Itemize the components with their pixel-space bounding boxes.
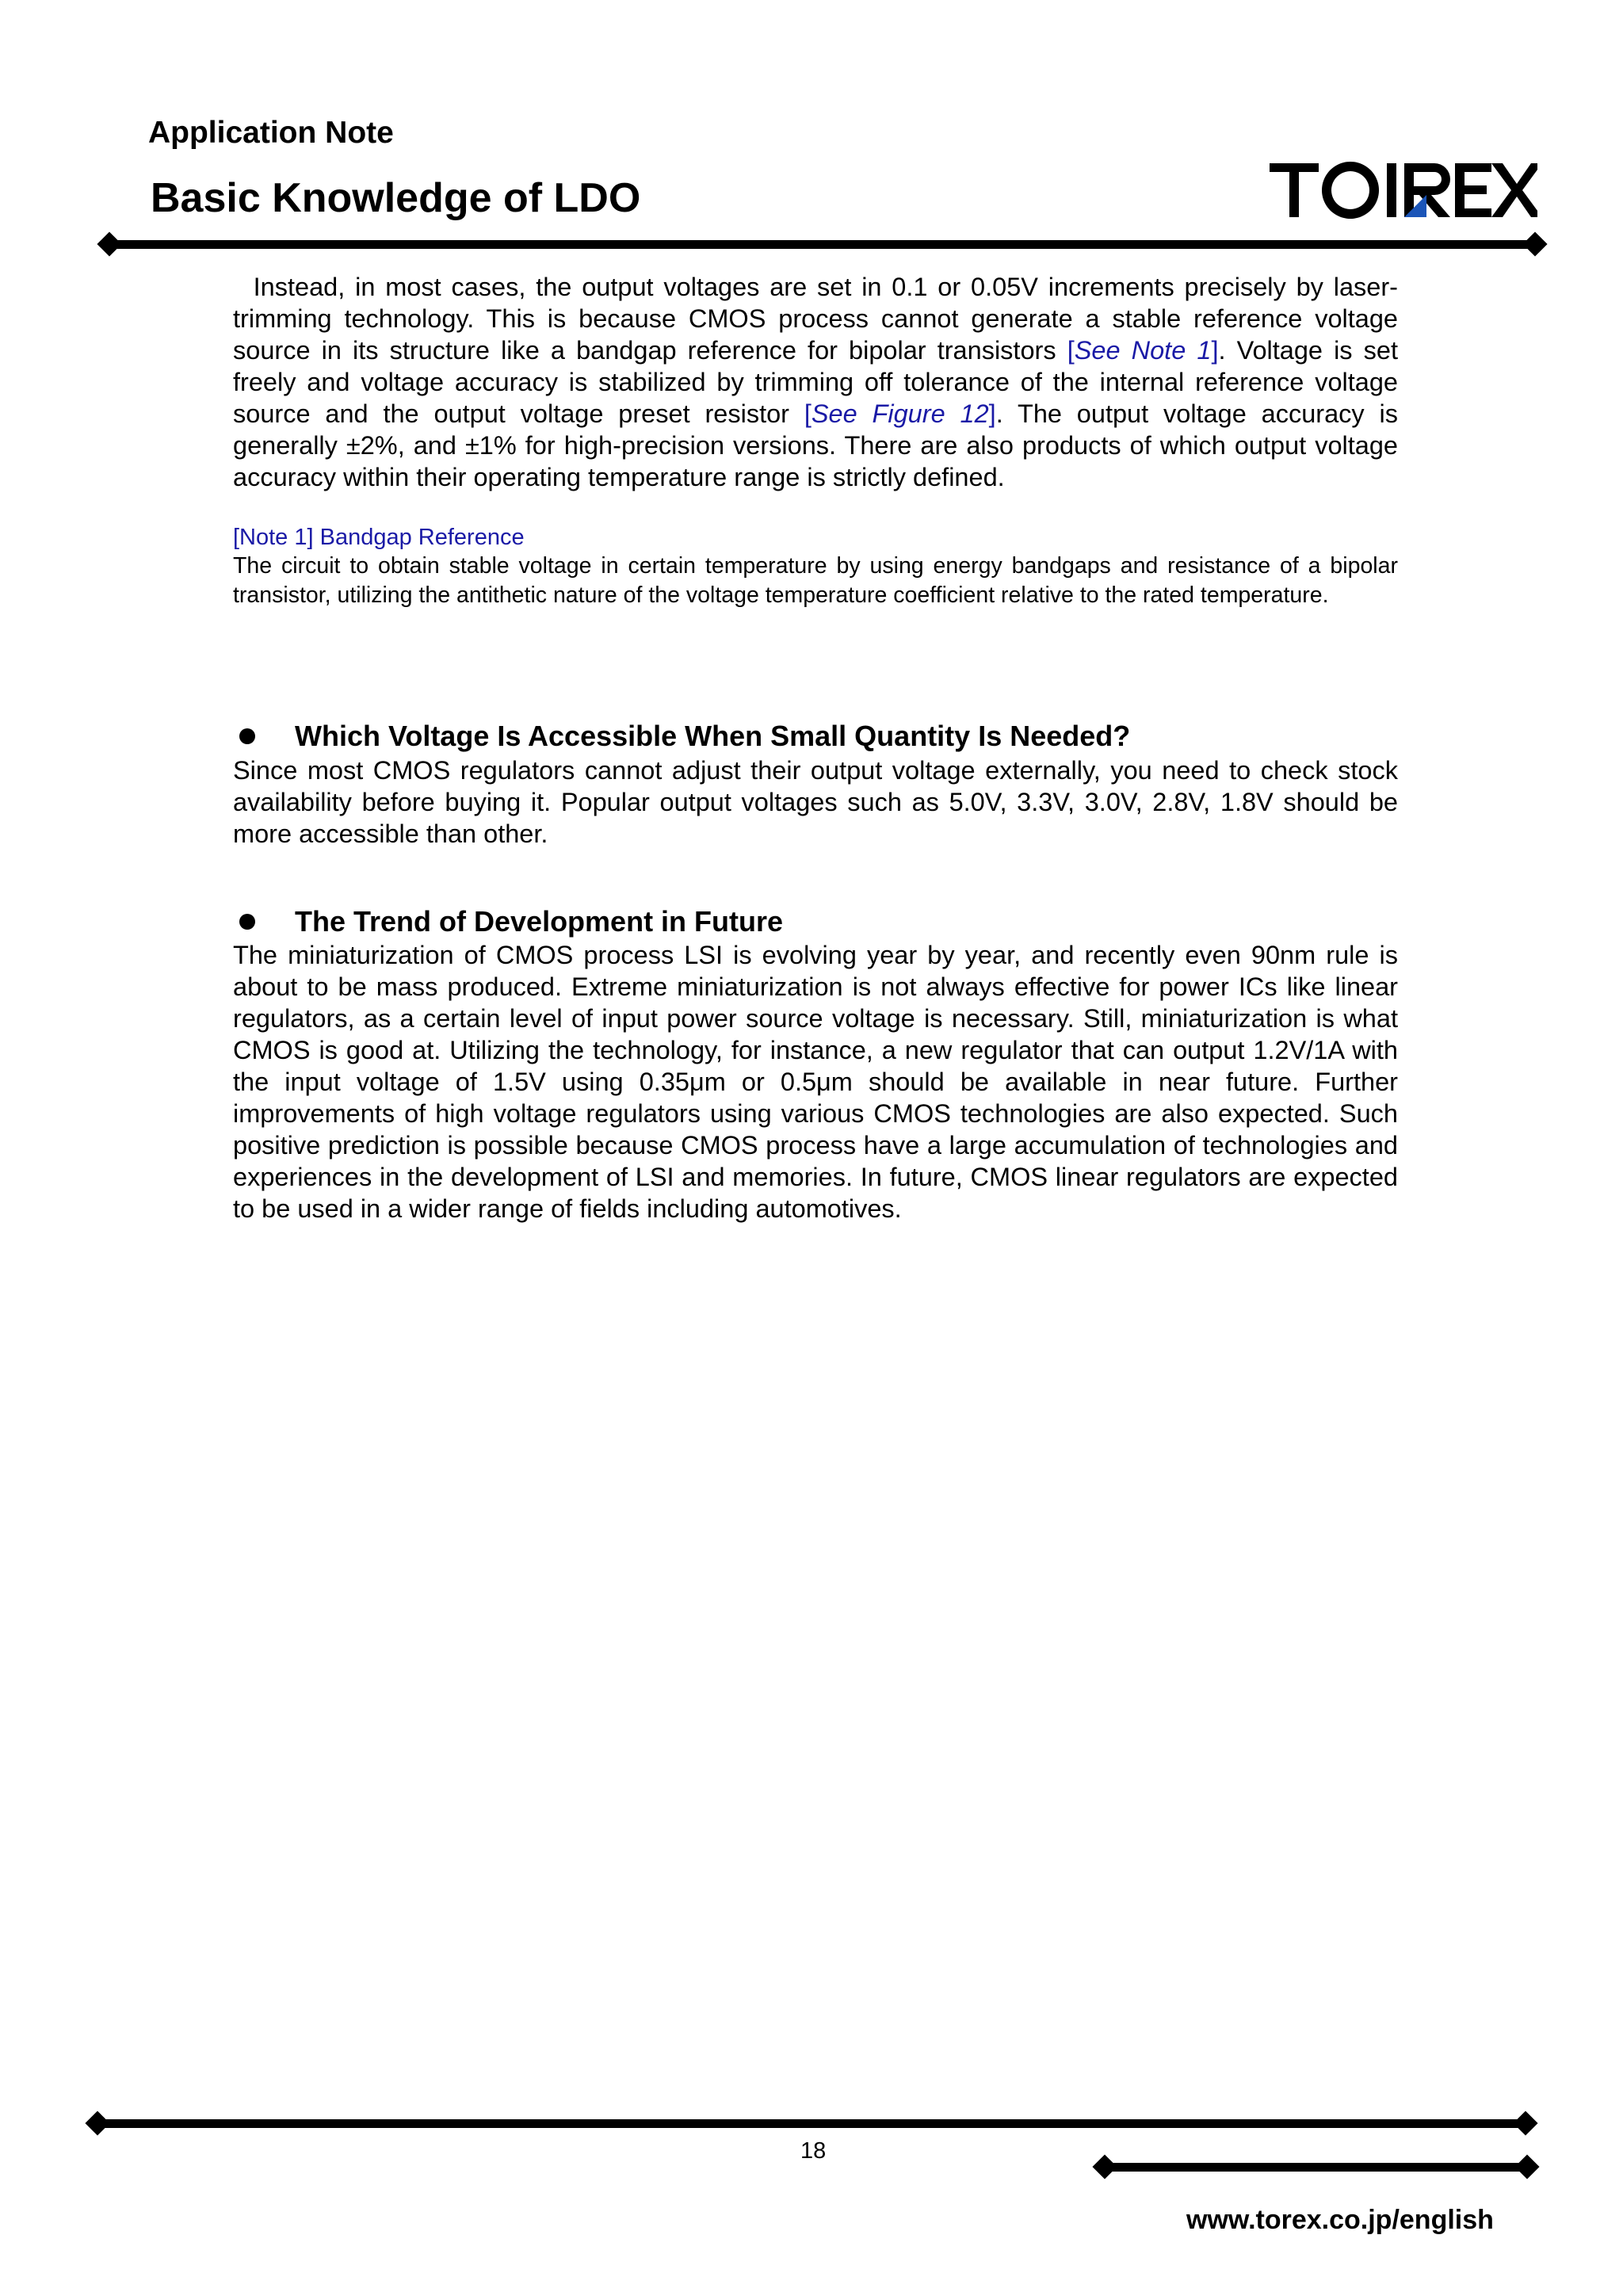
document-title: Basic Knowledge of LDO [151, 175, 641, 221]
see-note-1-link[interactable]: [See Note 1] [1067, 336, 1219, 365]
bullet-icon [239, 914, 255, 930]
intro-paragraph: Instead, in most cases, the output voltages are set in 0.1 or 0.05V increments precisely by laser-trimming technology. This is because CMOS process cannot generate a stable reference voltage source in its structure like a bandgap reference for bipolar transistors [See Note 1]. Voltage is set freely and voltage accuracy is stabilized by trimming off tolerance of the internal reference voltage source and the output voltage preset resistor [See Figure 12]. The output voltage accuracy is generally ±2%, and ±1% for high-precision versions. There are also products of which output voltage accuracy within their operating temperature range is strictly defined. [233, 273, 1398, 491]
footer-short-rule-left-diamond [1092, 2154, 1117, 2179]
note-body: The circuit to obtain stable voltage in certain temperature by using energy bandgaps and resistance of a bipolar transistor, utilizing the antithetic nature of the voltage temperature coefficient relative to the rated temperature. [233, 553, 1398, 608]
see-figure-12-link[interactable]: [See Figure 12] [804, 399, 996, 428]
footer-rule-left-diamond [85, 2111, 109, 2135]
page-number: 18 [800, 2138, 827, 2164]
torex-logo [1268, 159, 1537, 222]
footer-rule-right-diamond [1513, 2111, 1537, 2135]
footer-short-rule [1102, 2163, 1529, 2172]
header-rule-left-diamond [97, 231, 121, 256]
note-title: [Note 1] Bandgap Reference [233, 525, 525, 550]
header-rule [111, 240, 1528, 249]
header-rule-right-diamond [1522, 231, 1547, 256]
section-body-voltage-accessibility: Since most CMOS regulators cannot adjust their output voltage externally, you need to check stock availability before buying it. Popular output voltages such as 5.0V, 3.3V, 3.0V, 2.8V, 1.8V should be more accessible than other. [233, 756, 1398, 848]
document-category-label: Application Note [148, 116, 394, 150]
website-url[interactable]: www.torex.co.jp/english [1186, 2205, 1494, 2235]
section-heading-future-trend: The Trend of Development in Future [233, 905, 783, 938]
bullet-icon [239, 728, 255, 744]
footer-short-rule-right-diamond [1514, 2154, 1539, 2179]
section-body-future-trend: The miniaturization of CMOS process LSI is evolving year by year, and recently even 90nm rule is about to be mass produced. Extreme miniaturization is not always effective for power ICs like linear regulators, as a certain level of input power source voltage is necessary. Still, miniaturization is what CMOS is good at. Utilizing the technology, for instance, a new regulator that can output 1.2V/1A with the input voltage of 1.5V using 0.35μm or 0.5μm should be available in near future. Further improvements of high voltage regulators using various CMOS technologies are also expected. Such positive prediction is possible because CMOS process have a large accumulation of technologies and experiences in the development of LSI and memories. In future, CMOS linear regulators are expected to be used in a wider range of fields including automotives. [233, 941, 1398, 1223]
footer-rule [97, 2119, 1523, 2128]
section-heading-voltage-accessibility: Which Voltage Is Accessible When Small Quantity Is Needed? [233, 720, 1130, 753]
